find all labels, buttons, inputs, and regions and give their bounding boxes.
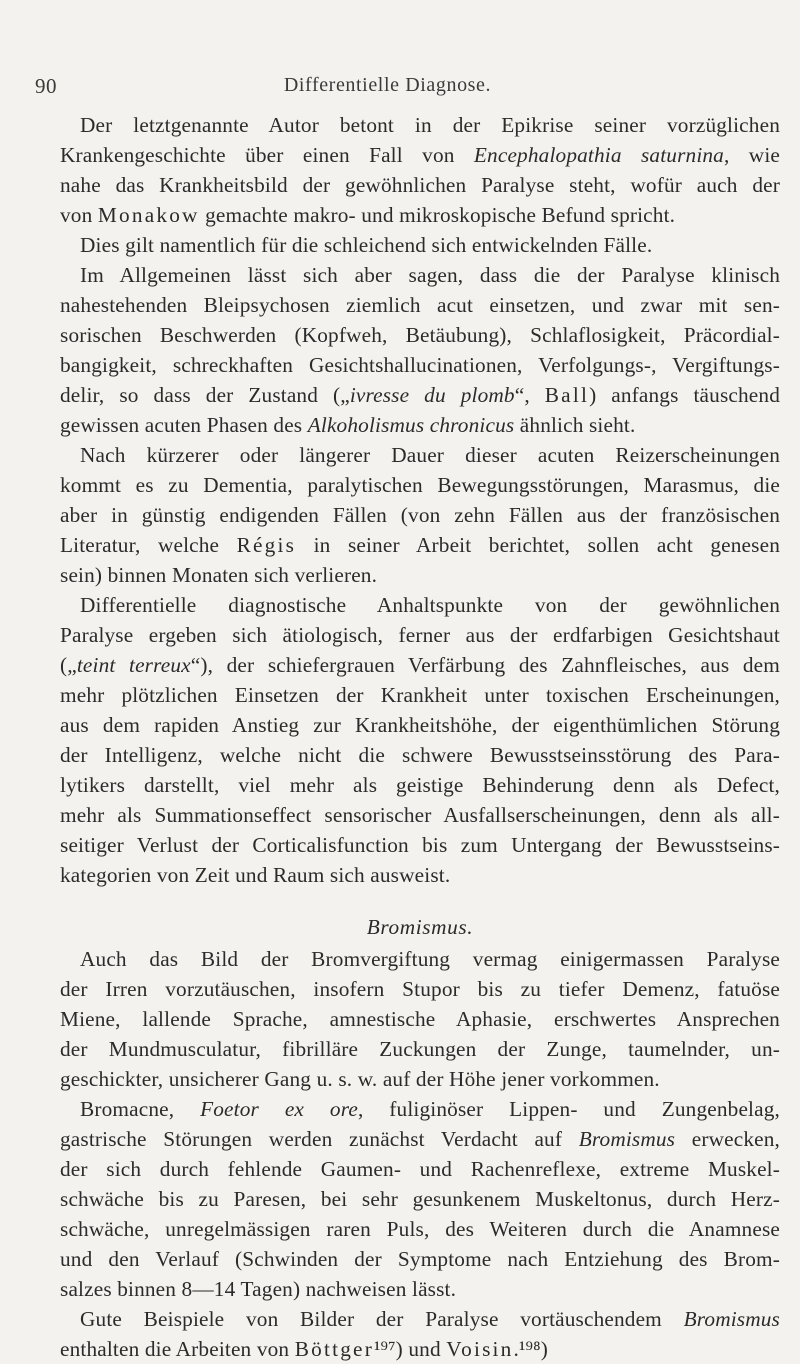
text-line: seitiger Verlust der Corticalisfunction bis zum Untergang der Bewusstseins- xyxy=(60,833,780,857)
text-line: Im Allgemeinen lässt sich aber sagen, dass die der Paralyse klinisch xyxy=(80,263,780,287)
text-line: Der letztgenannte Autor betont in der Epikrise seiner vorzüglichen xyxy=(80,113,780,137)
text-line: Paralyse ergeben sich ätiologisch, ferner aus der erdfarbigen Gesichtshaut xyxy=(60,623,780,647)
text-line: kommt es zu Dementia, paralytischen Bewegungsstörungen, Marasmus, die xyxy=(60,473,780,497)
running-head: Differentielle Diagnose. xyxy=(283,74,492,96)
text-line: salzes binnen 8—14 Tagen) nachweisen lässt. xyxy=(60,1277,457,1301)
text-line: sorischen Beschwerden (Kopfweh, Betäubung), Schlaflosigkeit, Präcordial- xyxy=(60,323,780,347)
text-line: und den Verlauf (Schwinden der Symptome nach Entziehung des Brom- xyxy=(60,1247,780,1271)
text-line: von Monakow gemachte makro- und mikroskopische Befund spricht. xyxy=(60,203,676,227)
text-line: der Intelligenz, welche nicht die schwere Bewusstseinsstörung des Para- xyxy=(60,743,780,767)
text-line: delir, so dass der Zustand („ivresse du plomb“, Ball) anfangs täuschend xyxy=(60,383,780,407)
text-line: der sich durch fehlende Gaumen- und Rachenreflexe, extreme Muskel- xyxy=(60,1157,780,1181)
text-line: nahe das Krankheitsbild der gewöhnlichen Paralyse steht, wofür auch der xyxy=(60,173,780,197)
text-line: schwäche bis zu Paresen, bei sehr gesunkenem Muskeltonus, durch Herz- xyxy=(60,1187,780,1211)
text-line: („teint terreux“), der schiefergrauen Verfärbung des Zahnfleisches, aus dem xyxy=(60,653,780,677)
text-line: gastrische Störungen werden zunächst Verdacht auf Bromismus erwecken, xyxy=(60,1127,780,1151)
text-line: gewissen acuten Phasen des Alkoholismus chronicus ähnlich sieht. xyxy=(60,413,636,437)
text-line: mehr plötzlichen Einsetzen der Krankheit unter toxischen Erscheinungen, xyxy=(60,683,780,707)
page-number: 90 xyxy=(35,74,57,98)
text-line: sein) binnen Monaten sich verlieren. xyxy=(60,563,378,587)
text-line: Dies gilt namentlich für die schleichend sich entwickelnden Fälle. xyxy=(80,233,653,257)
text-line: Krankengeschichte über einen Fall von Encephalopathia saturnina, wie xyxy=(60,143,780,167)
body-text xyxy=(60,110,780,1364)
text-line: aber in günstig endigenden Fällen (von zehn Fällen aus der französischen xyxy=(60,503,780,527)
text-line: Bromacne, Foetor ex ore, fuliginöser Lippen- und Zungenbelag, xyxy=(80,1097,781,1121)
text-line: Literatur, welche Régis in seiner Arbeit berichtet, sollen acht genesen xyxy=(60,533,780,557)
text-line: schwäche, unregelmässigen raren Puls, des Weiteren durch die Anamnese xyxy=(60,1217,780,1241)
text-line: bangigkeit, schreckhaften Gesichtshallucinationen, Verfolgungs-, Vergiftungs- xyxy=(60,353,780,377)
text-line: Auch das Bild der Bromvergiftung vermag einigermassen Paralyse xyxy=(80,947,780,971)
text-line: Miene, lallende Sprache, amnestische Aphasie, erschwertes Ansprechen xyxy=(60,1007,780,1031)
text-line: der Irren vorzutäuschen, insofern Stupor bis zu tiefer Demenz, fatuöse xyxy=(60,977,780,1001)
page-header xyxy=(35,74,740,100)
section-heading: Bromismus. xyxy=(366,915,474,939)
text-line: enthalten die Arbeiten von Böttger¹⁹⁷) und Voisin.¹⁹⁸) xyxy=(60,1337,548,1361)
text-line: lytikers darstellt, viel mehr als geistige Behinderung denn als Defect, xyxy=(60,773,780,797)
text-line: Differentielle diagnostische Anhaltspunkte von der gewöhnlichen xyxy=(80,593,780,617)
text-line: geschickter, unsicherer Gang u. s. w. auf der Höhe jener vorkommen. xyxy=(60,1067,660,1091)
text-line: Nach kürzerer oder längerer Dauer dieser acuten Reizerscheinungen xyxy=(80,443,780,467)
text-line: der Mundmusculatur, fibrilläre Zuckungen der Zunge, taumelnder, un- xyxy=(60,1037,780,1061)
text-line: Gute Beispiele von Bilder der Paralyse vortäuschendem Bromismus xyxy=(80,1307,780,1331)
text-line: nahestehenden Bleipsychosen ziemlich acut einsetzen, und zwar mit sen- xyxy=(60,293,780,317)
text-line: kategorien von Zeit und Raum sich ausweist. xyxy=(60,863,451,887)
text-line: mehr als Summationseffect sensorischer Ausfallserscheinungen, denn als all- xyxy=(60,803,780,827)
text-line: aus dem rapiden Anstieg zur Krankheitshöhe, der eigenthümlichen Störung xyxy=(60,713,780,737)
